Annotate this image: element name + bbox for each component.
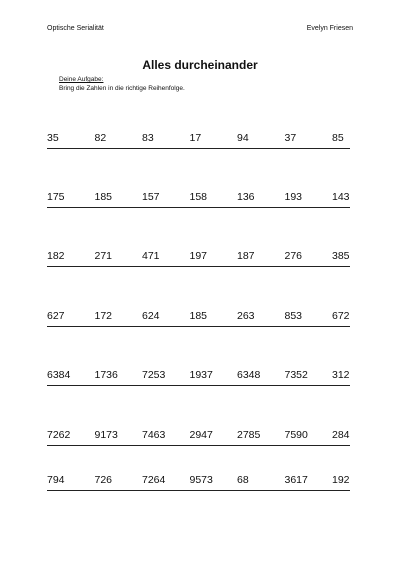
number-item: 271	[94, 250, 113, 262]
number-list	[47, 132, 350, 145]
number-item: 7352	[284, 369, 308, 381]
header-subject: Optische Serialität	[47, 25, 104, 32]
number-item: 83	[142, 132, 154, 144]
number-list	[47, 369, 350, 382]
task-text: Bring die Zahlen in die richtige Reihenfolge.	[59, 85, 185, 92]
number-row-2	[47, 191, 350, 219]
number-item: 17	[189, 132, 202, 144]
number-item: 853	[284, 310, 303, 322]
number-item: 172	[94, 310, 113, 322]
number-item: 471	[142, 250, 160, 262]
number-row-1	[47, 132, 350, 160]
answer-line[interactable]	[47, 266, 350, 267]
number-item: 7264	[142, 474, 166, 486]
number-item: 7253	[142, 369, 166, 381]
number-row-4	[47, 310, 350, 338]
number-item: 143	[332, 191, 350, 203]
number-item: 182	[47, 250, 65, 262]
number-item: 7590	[284, 429, 308, 441]
number-item: 6384	[47, 369, 71, 381]
number-item: 624	[142, 310, 160, 322]
number-item: 9173	[94, 429, 118, 441]
number-item: 1736	[94, 369, 118, 381]
answer-line[interactable]	[47, 207, 350, 208]
number-item: 82	[94, 132, 107, 144]
number-item: 3617	[284, 474, 308, 486]
number-item: 157	[142, 191, 160, 203]
number-item: 2947	[189, 429, 213, 441]
task-instructions	[59, 75, 185, 93]
number-list	[47, 250, 350, 263]
page-header	[47, 24, 353, 33]
number-item: 284	[332, 429, 350, 441]
header-author: Evelyn Friesen	[306, 25, 353, 32]
number-item: 6348	[237, 369, 261, 381]
number-row-3	[47, 250, 350, 278]
number-item: 726	[94, 474, 113, 486]
number-item: 263	[237, 310, 255, 322]
task-label: Deine Aufgabe:	[59, 76, 104, 83]
number-item: 672	[332, 310, 350, 322]
number-list	[47, 429, 350, 442]
number-item: 1937	[189, 369, 213, 381]
number-row-7	[47, 474, 350, 502]
number-item: 9573	[189, 474, 213, 486]
number-item: 94	[237, 132, 249, 144]
number-list	[47, 310, 350, 323]
answer-line[interactable]	[47, 385, 350, 386]
number-item: 197	[189, 250, 208, 262]
answer-line[interactable]	[47, 326, 350, 327]
number-item: 35	[47, 132, 59, 144]
number-list	[47, 191, 350, 204]
number-item: 185	[189, 310, 208, 322]
number-list	[47, 474, 350, 487]
number-item: 193	[284, 191, 303, 203]
number-item: 2785	[237, 429, 261, 441]
answer-line[interactable]	[47, 445, 350, 446]
worksheet-title: Alles durcheinander	[142, 58, 258, 72]
number-item: 627	[47, 310, 65, 322]
number-item: 7463	[142, 429, 166, 441]
number-item: 68	[237, 474, 249, 486]
number-item: 312	[332, 369, 350, 381]
number-row-6	[47, 429, 350, 457]
number-item: 136	[237, 191, 255, 203]
number-row-5	[47, 369, 350, 397]
number-item: 158	[189, 191, 208, 203]
number-item: 85	[332, 132, 344, 144]
number-item: 192	[332, 474, 350, 486]
answer-line[interactable]	[47, 148, 350, 149]
number-item: 276	[284, 250, 303, 262]
number-item: 385	[332, 250, 350, 262]
number-item: 37	[284, 132, 297, 144]
number-item: 794	[47, 474, 65, 486]
number-item: 7262	[47, 429, 71, 441]
answer-line[interactable]	[47, 490, 350, 491]
number-item: 187	[237, 250, 255, 262]
number-item: 175	[47, 191, 65, 203]
number-item: 185	[94, 191, 113, 203]
